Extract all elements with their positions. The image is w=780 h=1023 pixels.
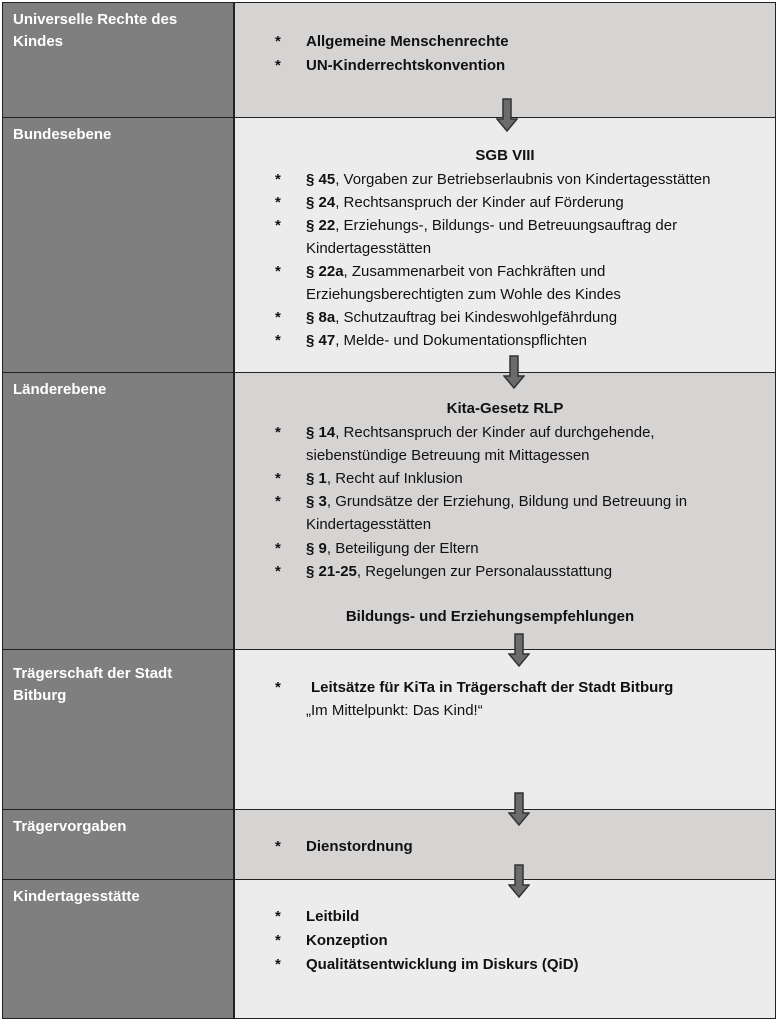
list-item	[275, 30, 750, 53]
row-label: Trägervorgaben	[2, 809, 234, 880]
list-item	[275, 537, 750, 560]
bullet-star: *	[275, 263, 281, 280]
bullet-star: *	[275, 309, 281, 326]
bullet-star: *	[275, 424, 281, 441]
item-bold: § 21-25	[306, 563, 357, 580]
row-label: Universelle Rechte des Kindes	[2, 2, 234, 118]
item-bold: § 14	[306, 424, 336, 441]
down-arrow-icon	[508, 864, 530, 898]
row-content	[234, 649, 776, 810]
row-label: Kindertagesstätte	[2, 879, 234, 1019]
list-item	[275, 467, 750, 490]
row-label: Länderebene	[2, 372, 234, 650]
list-item	[275, 260, 750, 306]
list-item	[275, 490, 750, 536]
list-item	[275, 905, 750, 928]
item-bold: § 24	[306, 194, 336, 211]
bullet-star: *	[275, 470, 281, 487]
item-bold: Qualitätsentwicklung im Diskurs (QiD)	[306, 956, 579, 973]
item-bold: § 47	[306, 332, 336, 349]
item-text: , Recht auf Inklusion	[326, 470, 463, 487]
bullet-star: *	[275, 932, 281, 949]
item-text: , Beteiligung der Eltern	[326, 540, 479, 557]
bullet-star: *	[275, 33, 281, 50]
section-heading: Kita-Gesetz RLP	[446, 400, 564, 417]
item-text: , Rechtsanspruch der Kinder auf Förderung	[335, 194, 624, 211]
row-content	[234, 117, 776, 373]
row-content	[234, 809, 776, 880]
down-arrow-icon	[508, 633, 530, 667]
list-item	[275, 676, 755, 722]
item-bold: § 9	[306, 540, 327, 557]
row-kindertagesstaette	[2, 879, 776, 1019]
item-bold: Leitsätze für KiTa in Trägerschaft der Stadt Bitburg	[311, 679, 674, 696]
row-content	[234, 372, 776, 650]
list-item	[275, 560, 750, 583]
list-item	[275, 54, 750, 77]
item-bold: § 22	[306, 217, 336, 234]
item-bold: § 1	[306, 470, 327, 487]
item-bold: Dienstordnung	[306, 838, 413, 855]
list-item	[275, 329, 750, 352]
list-item	[275, 953, 750, 976]
item-text: , Vorgaben zur Betriebserlaubnis von Kindertagesstätten	[335, 171, 711, 188]
row-universelle-rechte	[2, 2, 776, 118]
list-item	[275, 929, 750, 952]
bullet-star: *	[275, 679, 281, 696]
row-label: Bundesebene	[2, 117, 234, 373]
down-arrow-icon	[503, 355, 525, 389]
item-text: „Im Mittelpunkt: Das Kind!“	[306, 702, 483, 719]
down-arrow-icon	[508, 792, 530, 826]
section-heading: SGB VIII	[475, 147, 535, 164]
row-traegervorgaben	[2, 809, 776, 880]
section-footer: Bildungs- und Erziehungsempfehlungen	[345, 608, 635, 625]
list-item	[275, 306, 750, 329]
bullet-star: *	[275, 540, 281, 557]
list-item	[275, 835, 750, 858]
down-arrow-icon	[496, 98, 518, 132]
item-bold: Leitbild	[306, 908, 360, 925]
item-bold: § 45	[306, 171, 336, 188]
row-traegerschaft	[2, 649, 776, 810]
item-text: , Melde- und Dokumentationspflichten	[335, 332, 588, 349]
list-item	[275, 421, 750, 467]
item-bold: § 8a	[306, 309, 336, 326]
bullet-star: *	[275, 171, 281, 188]
item-bold: UN-Kinderrechtskonvention	[306, 57, 506, 74]
bullet-star: *	[275, 332, 281, 349]
item-text: , Erziehungs-, Bildungs- und Betreuungsauftrag der Kindertagesstätten	[306, 217, 678, 257]
bullet-star: *	[275, 57, 281, 74]
bullet-star: *	[275, 956, 281, 973]
item-text: , Zusammenarbeit von Fachkräften und Erziehungsberechtigten zum Wohle des Kindes	[306, 263, 621, 303]
row-label: Trägerschaft der Stadt Bitburg	[2, 649, 234, 810]
item-text: , Grundsätze der Erziehung, Bildung und Betreuung in Kindertagesstätten	[306, 493, 688, 533]
item-text: , Schutzauftrag bei Kindeswohlgefährdung	[335, 309, 618, 326]
list-item	[275, 191, 750, 214]
item-bold: Allgemeine Menschenrechte	[306, 33, 509, 50]
row-bundesebene	[2, 117, 776, 373]
bullet-star: *	[275, 194, 281, 211]
list-item	[275, 214, 750, 260]
item-bold: § 22a	[306, 263, 344, 280]
bullet-star: *	[275, 563, 281, 580]
item-bold: Konzeption	[306, 932, 388, 949]
bullet-star: *	[275, 493, 281, 510]
item-text: , Rechtsanspruch der Kinder auf durchgehende, siebenstündige Betreuung mit Mittagessen	[306, 424, 655, 464]
row-content	[234, 879, 776, 1019]
list-item	[275, 168, 750, 191]
bullet-star: *	[275, 217, 281, 234]
row-laenderebene	[2, 372, 776, 650]
bullet-star: *	[275, 908, 281, 925]
item-text: , Regelungen zur Personalausstattung	[356, 563, 613, 580]
item-bold: § 3	[306, 493, 327, 510]
bullet-star: *	[275, 838, 281, 855]
